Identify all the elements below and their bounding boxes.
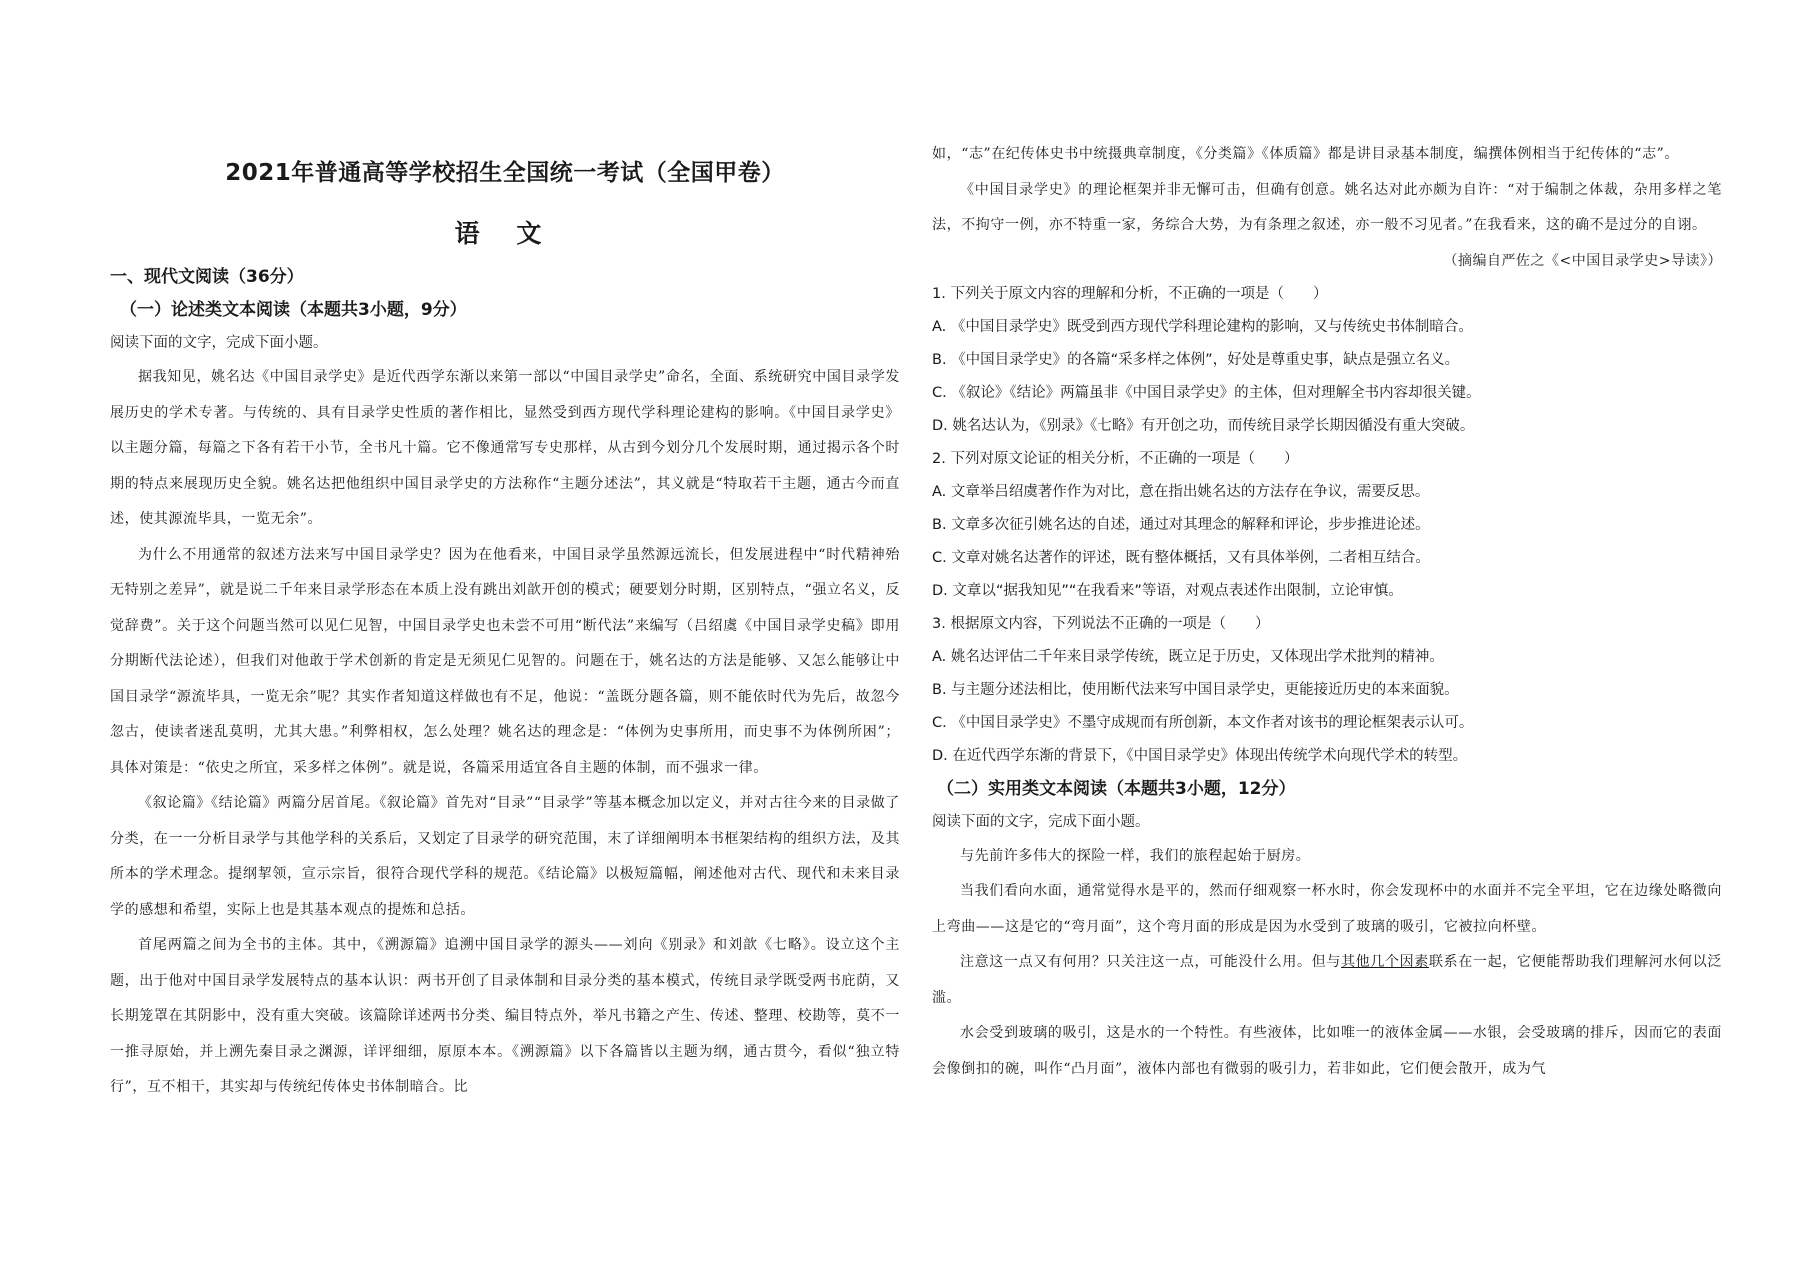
section-heading: 一、现代文阅读（36分） [110, 267, 304, 287]
option-3c: C. 《中国目录学史》不墨守成规而有所创新，本文作者对该书的理论框架表示认可。 [932, 714, 1474, 731]
paragraph: 《叙论篇》《结论篇》两篇分居首尾。《叙论篇》首先对“目录”“目录学”等基本概念加以定义，并对古往今来的目录做了分类，在一一分析目录学与其他学科的关系后，又划定了目录学的研究范围，末了详细阐明本书框架结构的组织方法，及其所本的学术理念。提纲挈领，宣示宗旨，很符合现代学科的规范。《结论篇》以极短篇幅，阐述他对古代、现代和未来目录学的感想和希望，实际上也是其基本观点的提炼和总括。 [110, 795, 900, 918]
option-1c: C. 《叙论》《结论》两篇虽非《中国目录学史》的主体，但对理解全书内容却很关键。 [932, 384, 1481, 401]
paragraph [932, 945, 1722, 1016]
part1-instruction: 阅读下面的文字，完成下面小题。 [110, 335, 328, 351]
part1-heading: （一）论述类文本阅读（本题共3小题，9分） [120, 300, 467, 320]
option-1a: A. 《中国目录学史》既受到西方现代学科理论建构的影响，又与传统史书体制暗合。 [932, 318, 1473, 335]
part2-instruction: 阅读下面的文字，完成下面小题。 [932, 813, 1150, 830]
underlined-phrase: 其他几个因素 [1341, 954, 1429, 970]
option-2b: B. 文章多次征引姚名达的自述，通过对其理念的解释和评论，步步推进论述。 [932, 516, 1430, 533]
right-flow [932, 137, 1722, 1087]
paragraph: 与先前许多伟大的探险一样，我们的旅程起始于厨房。 [960, 847, 1311, 864]
paragraph: 据我知见，姚名达《中国目录学史》是近代西学东渐以来第一部以“中国目录学史”命名，全面、系统研究中国目录学发展历史的学术专著。与传统的、具有目录学史性质的著作相比，显然受到西方现代学科理论建构的影响。《中国目录学史》以主题分篇，每篇之下各有若干小节，全书凡十篇。它不像通常写专史那样，从古到今划分几个发展时期，通过揭示各个时期的特点来展现历史全貌。姚名达把他组织中国目录学史的方法称作“主题分述法”，其义就是“特取若干主题，通古今而直述，使其源流毕具，一览无余”。 [110, 369, 900, 527]
exam-title: 2021年普通高等学校招生全国统一考试（全国甲卷） [225, 160, 785, 186]
paragraph: 为什么不用通常的叙述方法来写中国目录学史？因为在他看来，中国目录学虽然源远流长，但发展进程中“时代精神殆无特别之差异”，就是说二千年来目录学形态在本质上没有跳出刘歆开创的模式；硬要划分时期，区别特点，“强立名义，反觉辞费”。关于这个问题当然可以见仁见智，中国目录学史也未尝不可用“断代法”来编写（吕绍虞《中国目录学史稿》即用分期断代法论述），但我们对他敢于学术创新的肯定是无须见仁见智的。问题在于，姚名达的方法是能够、又怎么能够让中国目录学“源流毕具，一览无余”呢？其实作者知道这样做也有不足，他说：“盖既分题各篇，则不能依时代为先后，故忽今忽古，使读者迷乱莫明，尤其大患。”利弊相权，怎么处理？姚名达的理念是：“体例为史事所用，而史事不为体例所困”；具体对策是：“依史之所宜，采多样之体例”。就是说，各篇采用适宜各自主题的体制，而不强求一律。 [110, 546, 900, 776]
option-2d: D. 文章以“据我知见”“在我看来”等语，对观点表述作出限制，立论审慎。 [932, 582, 1403, 599]
option-1b: B. 《中国目录学史》的各篇“采多样之体例”，好处是尊重史事，缺点是强立名义。 [932, 351, 1460, 368]
question-3: 3. 根据原文内容，下列说法不正确的一项是（ ） [932, 615, 1270, 632]
option-3b: B. 与主题分述法相比，使用断代法来写中国目录学史，更能接近历史的本来面貌。 [932, 681, 1459, 698]
option-2c: C. 文章对姚名达著作的评述，既有整体概括，又有具体举例，二者相互结合。 [932, 549, 1430, 566]
paragraph-text: 注意这一点又有何用？只关注这一点，可能没什么用。但与 [960, 954, 1342, 970]
option-3d: D. 在近代西学东渐的背景下，《中国目录学史》体现出传统学术向现代学术的转型。 [932, 747, 1468, 764]
subject-title: 语 文 [454, 219, 556, 248]
paragraph: 水会受到玻璃的吸引，这是水的一个特性。有些液体，比如唯一的液体金属——水银，会受玻璃的排斥，因而它的表面会像倒扣的碗，叫作“凸月面”，液体内部也有微弱的吸引力，若非如此，它们便会散开，成为气 [932, 1025, 1722, 1077]
question-1: 1. 下列关于原文内容的理解和分析，不正确的一项是（ ） [932, 285, 1328, 302]
paragraph: 首尾两篇之间为全书的主体。其中，《溯源篇》追溯中国目录学的源头——刘向《别录》和刘歆《七略》。设立这个主题，出于他对中国目录学发展特点的基本认识：两书开创了目录体制和目录分类的基本模式，传统目录学既受两书庇荫，又长期笼罩在其阴影中，没有重大突破。该篇除详述两书分类、编目特点外，举凡书籍之产生、传述、整理、校勘等，莫不一一推寻原始，并上溯先秦目录之渊源，详评细细，原原本本。《溯源篇》以下各篇皆以主题为纲，通古贯今，看似“独立特行”，互不相干，其实却与传统纪传体史书体制暗合。比 [110, 937, 900, 1095]
left-flow [110, 261, 900, 1106]
paragraph: 当我们看向水面，通常觉得水是平的，然而仔细观察一杯水时，你会发现杯中的水面并不完全平坦，它在边缘处略微向上弯曲——这是它的“弯月面”，这个弯月面的形成是因为水受到了玻璃的吸引，它被拉向杯壁。 [932, 883, 1722, 935]
source-citation: （摘编自严佐之《<中国目录学史>导读》） [1443, 252, 1722, 269]
option-1d: D. 姚名达认为，《别录》《七略》有开创之功，而传统目录学长期因循没有重大突破。 [932, 417, 1475, 434]
paragraph-text: 联系在一起，它便能帮助我们理解河水何以泛滥。 [932, 954, 1723, 1006]
part2-heading: （二）实用类文本阅读（本题共3小题，12分） [937, 778, 1296, 799]
option-3a: A. 姚名达评估二千年来目录学传统，既立足于历史，又体现出学术批判的精神。 [932, 648, 1444, 665]
paragraph: 如，“志”在纪传体史书中统摄典章制度，《分类篇》《体质篇》都是讲目录基本制度，编撰体例相当于纪传体的“志”。 [932, 146, 1680, 162]
question-2: 2. 下列对原文论证的相关分析，不正确的一项是（ ） [932, 450, 1299, 467]
option-2a: A. 文章举吕绍虞著作作为对比，意在指出姚名达的方法存在争议，需要反思。 [932, 483, 1430, 500]
paragraph: 《中国目录学史》的理论框架并非无懈可击，但确有创意。姚名达对此亦颇为自许：“对于编制之体裁，杂用多样之笔法，不拘守一例，亦不特重一家，务综合大势，为有条理之叙述，亦一般不习见者。”在我看来，这的确不是过分的自诩。 [932, 181, 1722, 233]
